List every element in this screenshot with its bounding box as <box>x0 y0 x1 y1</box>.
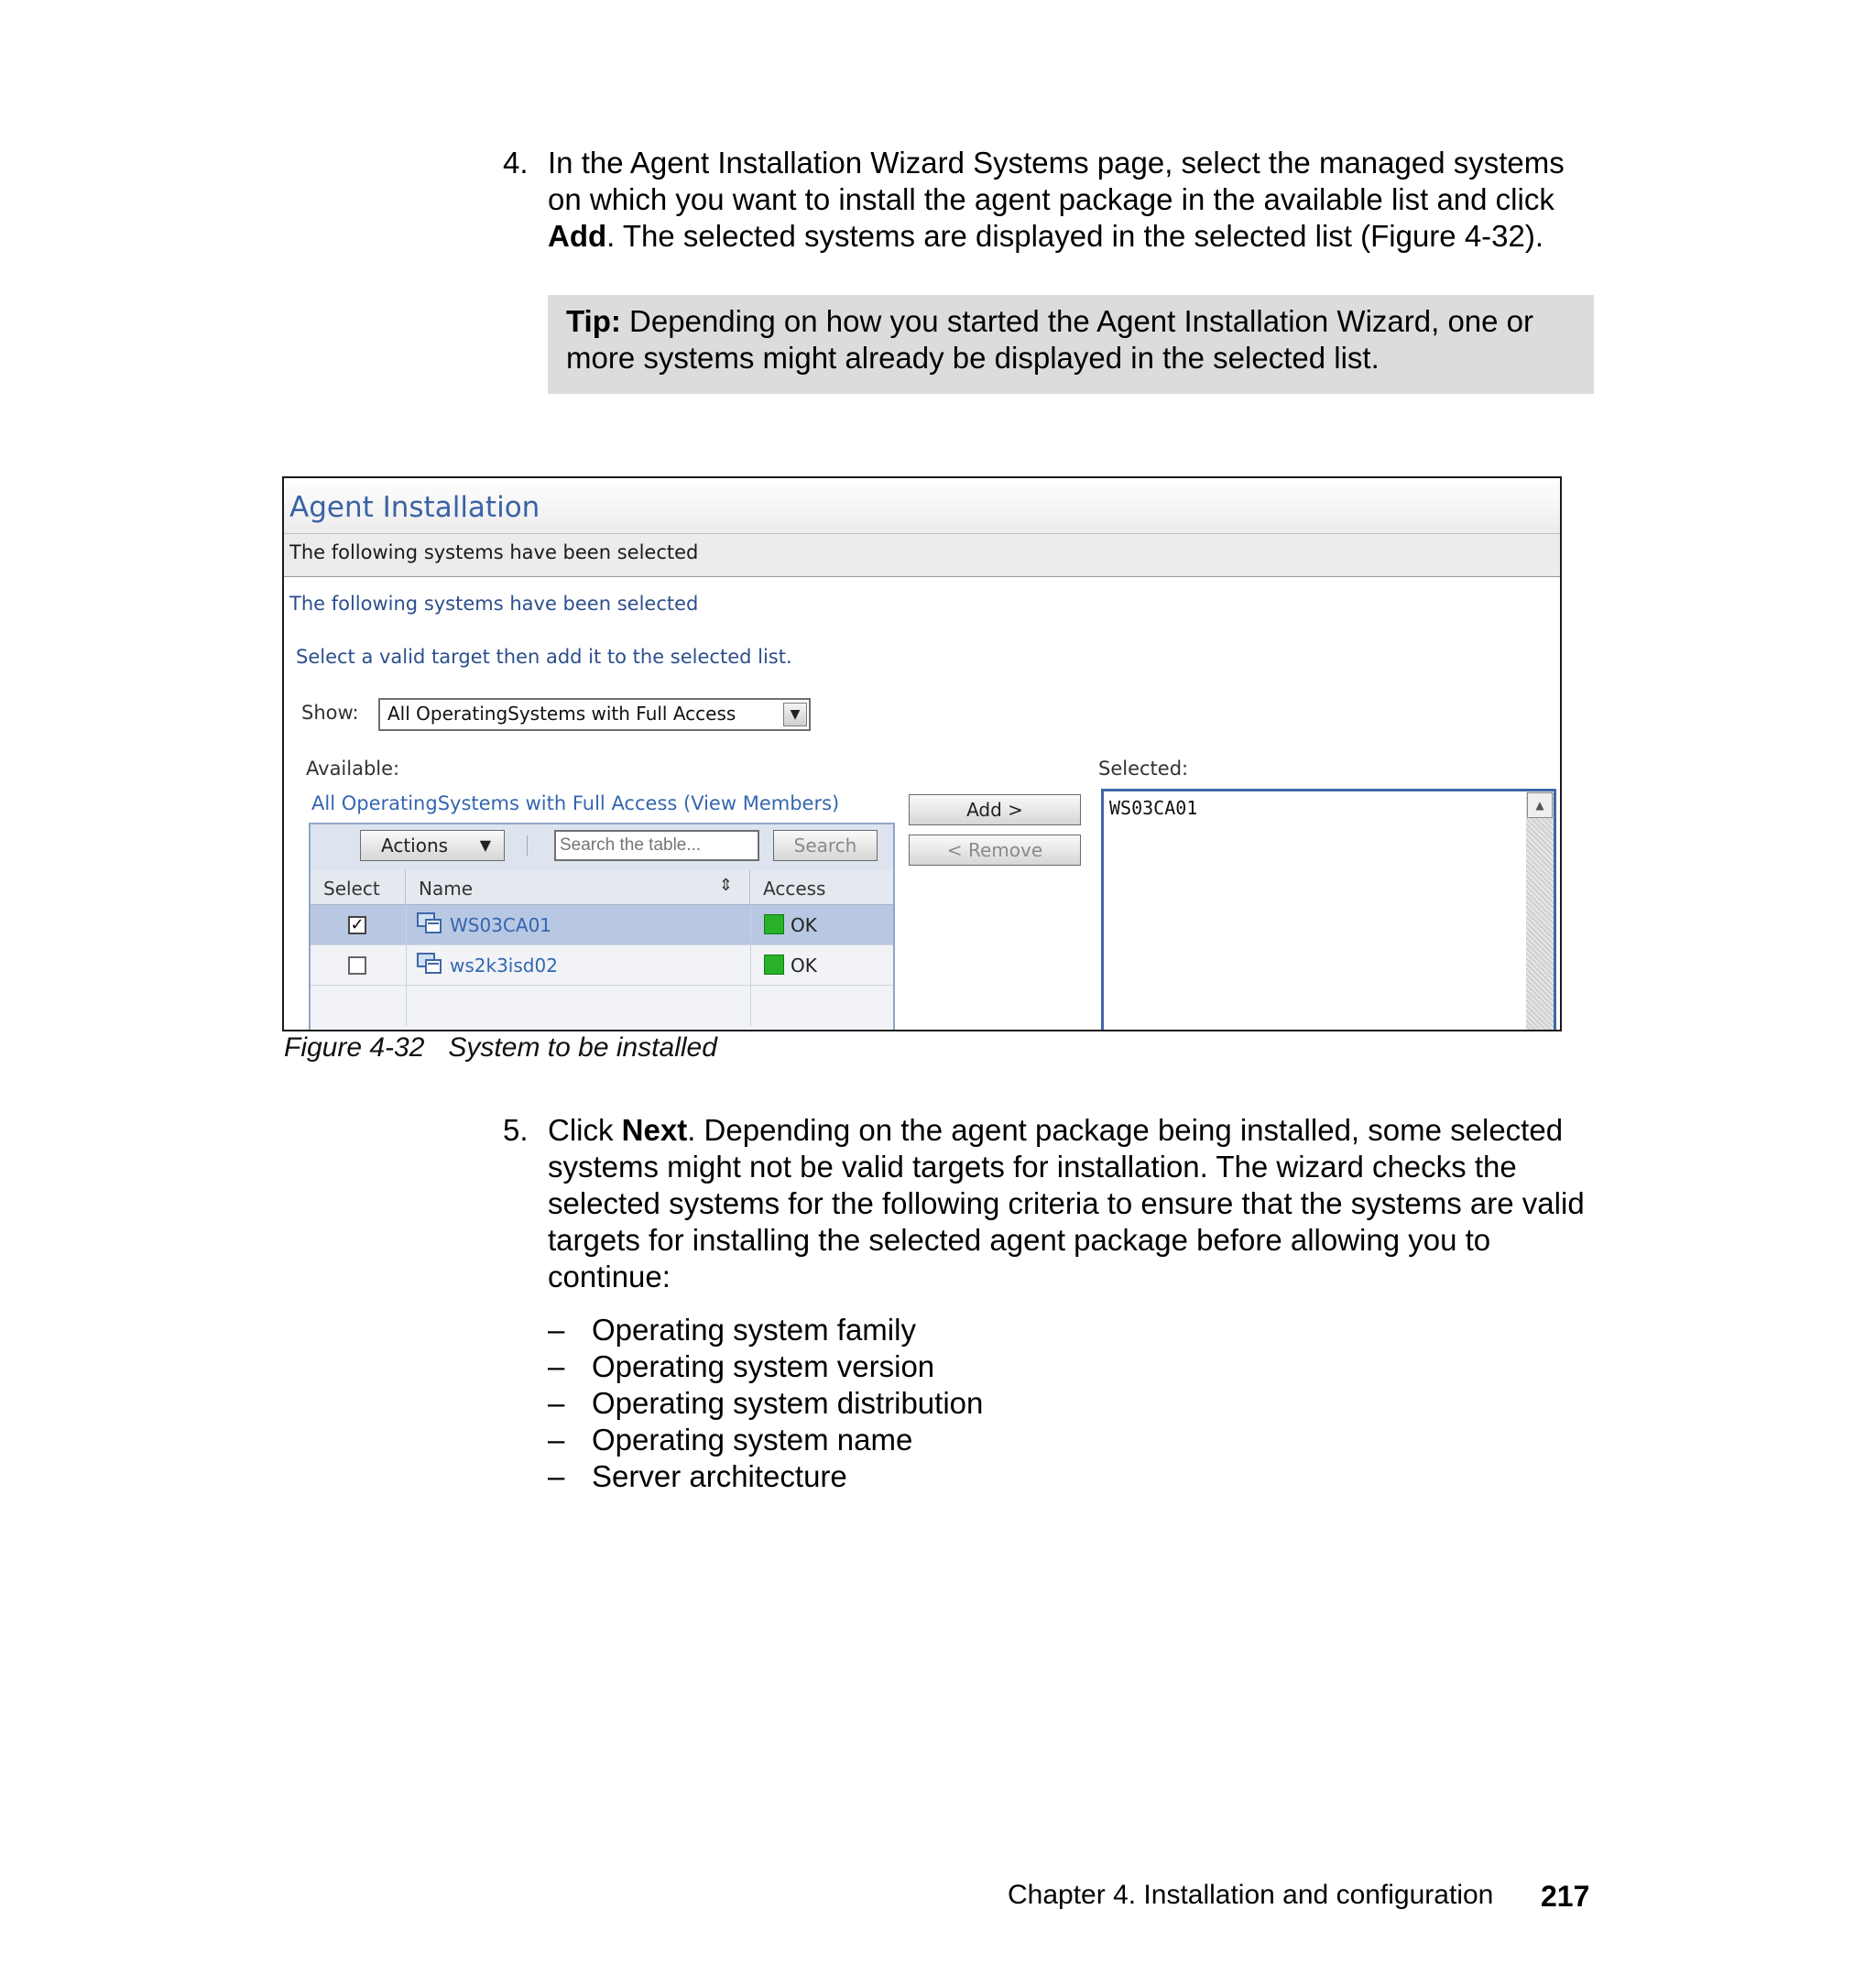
list-item: – Operating system name <box>548 1423 913 1457</box>
page-number: 217 <box>1541 1880 1590 1913</box>
system-name-link[interactable]: ws2k3isd02 <box>450 955 558 977</box>
access-status: OK <box>791 914 817 936</box>
show-label: Show: <box>301 702 359 724</box>
row-checkbox[interactable]: ✓ <box>348 916 366 934</box>
window-title: Agent Installation <box>289 491 540 524</box>
list-item: – Operating system distribution <box>548 1386 984 1420</box>
chevron-down-icon[interactable]: ▼ <box>783 703 807 726</box>
available-table <box>309 823 895 1031</box>
step-5-number: 5. <box>503 1113 529 1147</box>
selected-item[interactable]: WS03CA01 <box>1109 797 1198 819</box>
show-select-value: All OperatingSystems with Full Access <box>387 703 736 725</box>
tip-text: Tip: Depending on how you started the Agent Installation Wizard, one or more systems might already be displayed in the selected list. <box>566 304 1534 375</box>
status-ok-icon <box>764 914 784 934</box>
add-button[interactable]: Add > <box>909 794 1081 825</box>
subtitle-bar <box>284 533 1560 577</box>
figure-caption <box>284 1032 717 1064</box>
status-ok-icon <box>764 955 784 975</box>
figure-title: System to be installed <box>448 1032 717 1063</box>
chevron-down-icon: ▼ <box>479 836 491 854</box>
actions-menu-button[interactable]: Actions ▼ <box>360 830 505 861</box>
list-item: – Operating system family <box>548 1313 916 1347</box>
column-header-access[interactable]: Access <box>750 870 893 905</box>
list-item: – Server architecture <box>548 1459 847 1493</box>
figure-number: Figure 4-32 <box>284 1032 425 1063</box>
step-4-number: 4. <box>503 146 529 180</box>
subtitle-text: The following systems have been selected <box>289 541 699 563</box>
table-row-empty <box>311 986 893 1026</box>
add-emphasis: Add <box>548 219 607 253</box>
tip-box <box>548 295 1594 394</box>
table-toolbar <box>311 824 893 871</box>
title-bar <box>284 478 1560 533</box>
agent-installation-screenshot <box>282 476 1562 1031</box>
instruction-text: Select a valid target then add it to the selected list. <box>296 646 792 668</box>
column-header-name[interactable]: Name ⇕ <box>406 870 750 905</box>
available-label: Available: <box>306 758 400 780</box>
scroll-up-icon[interactable]: ▲ <box>1527 792 1553 818</box>
table-row[interactable] <box>311 945 893 986</box>
search-button[interactable]: Search <box>773 830 878 861</box>
system-icon <box>417 912 442 934</box>
column-header-select[interactable]: Select <box>311 870 406 905</box>
scrollbar[interactable] <box>1526 791 1554 1030</box>
available-group-link[interactable]: All OperatingSystems with Full Access (View Members) <box>311 792 840 814</box>
system-name-link[interactable]: WS03CA01 <box>450 914 552 936</box>
section-heading: The following systems have been selected <box>289 593 699 615</box>
list-item: – Operating system version <box>548 1349 935 1383</box>
table-search-input[interactable] <box>554 830 759 861</box>
system-icon <box>417 953 442 975</box>
remove-button[interactable]: < Remove <box>909 835 1081 866</box>
toolbar-divider <box>527 835 528 856</box>
step-5-text: Click Next. Depending on the agent package being installed, some selected systems might not be valid targets for installation. The wizard checks the selected systems for the following criteria to ensure that the systems are valid targets for installing the selected agent package before allowing you to continue: <box>548 1113 1585 1293</box>
row-checkbox[interactable] <box>348 956 366 975</box>
sort-icon[interactable]: ⇕ <box>718 876 733 895</box>
tip-label: Tip: <box>566 304 621 338</box>
selected-label: Selected: <box>1098 758 1189 780</box>
selected-list[interactable] <box>1101 789 1556 1031</box>
chapter-footer: Chapter 4. Installation and configuration <box>1008 1880 1494 1910</box>
table-row[interactable] <box>311 905 893 945</box>
step-4-text: In the Agent Installation Wizard Systems page, select the managed systems on which you want to install the agent package in the available list and click Add. The selected systems are displayed in the selected list (Figure 4-32). <box>548 146 1565 253</box>
next-emphasis: Next <box>621 1113 688 1147</box>
access-status: OK <box>791 955 817 977</box>
show-select[interactable] <box>378 698 811 731</box>
